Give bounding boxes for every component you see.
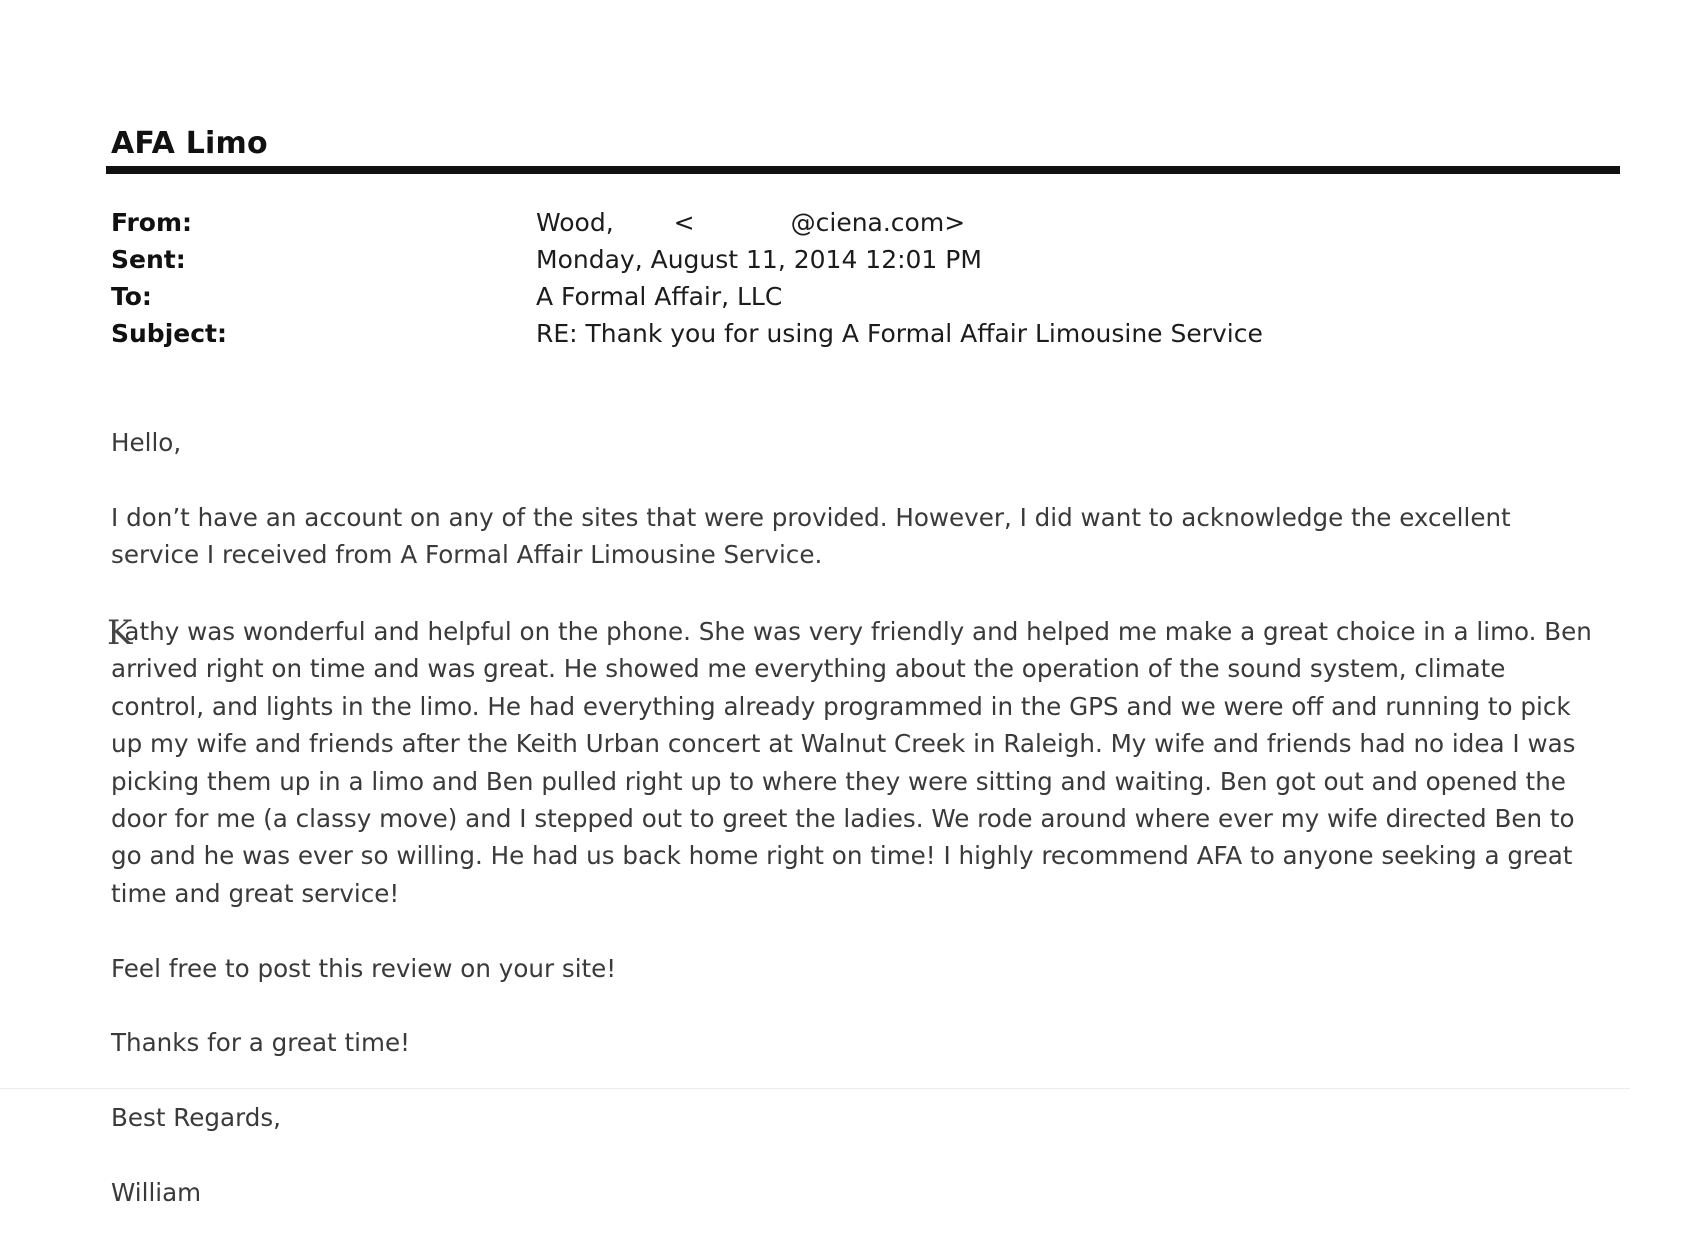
from-value: [536, 204, 965, 241]
paragraph-2-line-7: go and he was ever so willing. He had us back home right on time! I highly recommend AFA to anyone seeking a great: [111, 841, 1573, 871]
paragraph-2-line-6: door for me (a classy move) and I stepped out to greet the ladies. We rode around where ever my wife directed Ben to: [111, 804, 1575, 834]
handwritten-k: K: [107, 613, 133, 653]
signature: William: [111, 1178, 202, 1208]
paragraph-2-line-5: picking them up in a limo and Ben pulled right up to where they were sitting and waiting. Ben got out and opened the: [111, 766, 1566, 796]
paragraph-2-line-3: control, and lights in the limo. He had everything already programmed in the GPS and we were off and running to pick: [111, 691, 1571, 721]
paragraph-4: Thanks for a great time!: [111, 1028, 410, 1058]
paragraph-1-line-1: I don’t have an account on any of the sites that were provided. However, I did want to acknowledge the excellent: [111, 502, 1511, 532]
paragraph-2: [107, 611, 1631, 912]
subject-value: RE: Thank you for using A Formal Affair Limousine Service: [536, 319, 1263, 348]
greeting: Hello,: [111, 428, 182, 457]
sent-label: Sent:: [111, 245, 186, 274]
to-label: To:: [111, 282, 152, 311]
title-rule: [106, 166, 1620, 174]
paragraph-2-line-2: arrived right on time and was great. He showed me everything about the operation of the sound system, climate: [111, 654, 1506, 684]
document-title: AFA Limo: [111, 126, 268, 161]
paragraph-3: Feel free to post this review on your site!: [111, 953, 617, 983]
from-name: Wood,: [536, 208, 614, 237]
closing: Best Regards,: [111, 1103, 281, 1133]
from-label: From:: [111, 208, 193, 237]
from-angle-bracket: <: [673, 208, 695, 237]
scan-artifact-line: [0, 1088, 1630, 1089]
paragraph-2-line-8: time and great service!: [111, 878, 400, 908]
paragraph-1-line-2: service I received from A Formal Affair Limousine Service.: [111, 540, 823, 570]
from-domain: @ciena.com>: [790, 208, 966, 237]
to-value: A Formal Affair, LLC: [536, 282, 783, 311]
sent-row: [111, 241, 1511, 278]
paragraph-2-line-4: up my wife and friends after the Keith Urban concert at Walnut Creek in Raleigh. My wife and friends had no idea I was: [111, 729, 1576, 759]
paragraph-1: [111, 499, 1631, 574]
email-header: [111, 204, 1511, 352]
paragraph-2-line-1: athy was wonderful and helpful on the phone. She was very friendly and helped me make a great choice in a limo. Ben: [124, 617, 1592, 646]
email-body: [107, 424, 1631, 1249]
subject-label: Subject:: [111, 319, 227, 348]
from-row: [111, 204, 1511, 241]
subject-row: [111, 315, 1511, 352]
to-row: [111, 278, 1511, 315]
sent-value: Monday, August 11, 2014 12:01 PM: [536, 245, 982, 274]
